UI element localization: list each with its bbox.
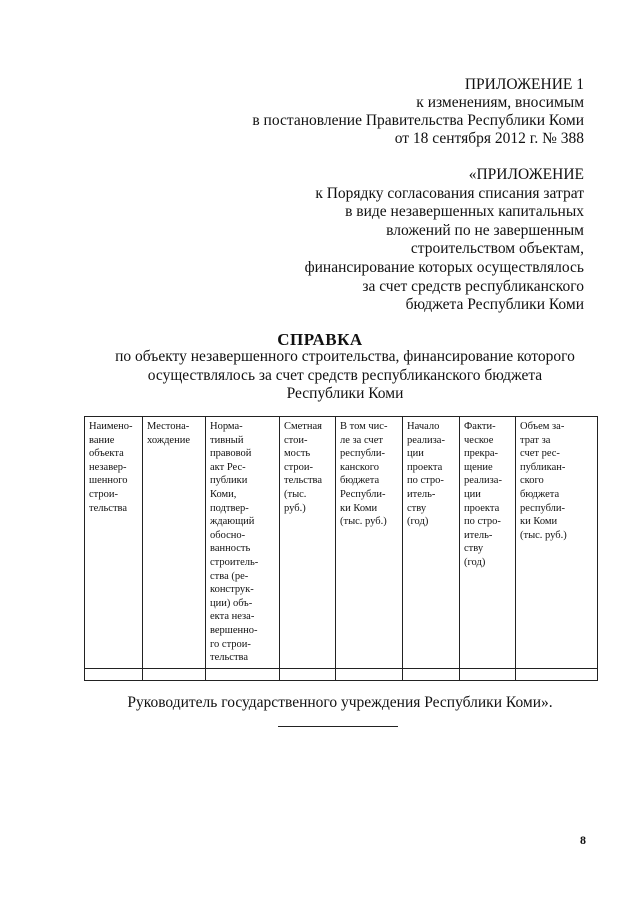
header-line: шенного bbox=[89, 475, 128, 487]
header-line: ству bbox=[407, 502, 427, 514]
header-line: трат за bbox=[520, 434, 551, 446]
header-line: ции) объ- bbox=[210, 597, 253, 609]
header-line: реализа- bbox=[464, 475, 502, 487]
header-line: го строи- bbox=[210, 638, 251, 650]
annex-2-line: строительством объектам, bbox=[410, 240, 584, 258]
header-line: бюджета bbox=[520, 488, 560, 500]
table-row bbox=[85, 668, 598, 680]
header-start-year bbox=[403, 417, 460, 669]
table-cell bbox=[143, 668, 206, 680]
header-line: (тыс. руб.) bbox=[520, 529, 567, 541]
subtitle-line: осуществлялось за счет средств республиканского бюджета bbox=[147, 366, 543, 384]
header-line: (год) bbox=[407, 516, 429, 528]
annex-1-header bbox=[252, 76, 584, 148]
header-location bbox=[143, 417, 206, 669]
header-line: вание bbox=[89, 434, 115, 446]
header-estimated-cost bbox=[280, 417, 336, 669]
header-line: счет рес- bbox=[520, 448, 560, 460]
header-line: ки Коми bbox=[520, 516, 558, 528]
header-line: Объем за- bbox=[520, 421, 565, 432]
annex-2-line: в виде незавершенных капитальных bbox=[345, 203, 584, 221]
header-line: проекта bbox=[464, 502, 500, 514]
header-line: Наимено- bbox=[89, 421, 133, 432]
subtitle-line: Республики Коми bbox=[286, 385, 404, 402]
document-subtitle bbox=[90, 348, 600, 404]
header-line: строи- bbox=[89, 488, 118, 500]
header-expense-volume bbox=[516, 417, 598, 669]
reference-table bbox=[84, 416, 598, 681]
header-line: екта неза- bbox=[210, 611, 255, 623]
header-line: по стро- bbox=[407, 475, 444, 487]
header-line: канского bbox=[340, 461, 379, 473]
header-republic-budget-share bbox=[336, 417, 403, 669]
annex-2-line: к Порядку согласования списания затрат bbox=[315, 184, 584, 202]
header-line: правовой bbox=[210, 448, 252, 460]
header-line: проекта bbox=[407, 461, 443, 473]
header-termination-year bbox=[460, 417, 516, 669]
header-line: реализа- bbox=[407, 434, 445, 446]
header-line: подтвер- bbox=[210, 502, 249, 514]
header-line: тельства bbox=[210, 652, 249, 664]
annex-2-header bbox=[305, 166, 584, 315]
header-line: ству bbox=[464, 543, 484, 555]
header-line: публики bbox=[210, 475, 248, 487]
header-line: руб.) bbox=[284, 502, 306, 514]
header-line: В том чис- bbox=[340, 421, 388, 432]
header-line: строитель- bbox=[210, 556, 259, 568]
header-line: ции bbox=[464, 488, 481, 500]
table-cell bbox=[336, 668, 403, 680]
document-title: СПРАВКА bbox=[277, 330, 363, 349]
header-line: строи- bbox=[284, 461, 313, 473]
header-line: Коми, bbox=[210, 488, 237, 500]
header-object-name bbox=[85, 417, 143, 669]
header-line: ческое bbox=[464, 434, 494, 446]
page-number: 8 bbox=[580, 833, 586, 847]
header-line: Сметная bbox=[284, 421, 323, 432]
header-line: ства (ре- bbox=[210, 570, 249, 582]
header-line: ции bbox=[407, 448, 424, 460]
header-line: итель- bbox=[464, 529, 493, 541]
signature-underline bbox=[278, 726, 398, 727]
header-line: ского bbox=[520, 475, 544, 487]
header-line: обосно- bbox=[210, 529, 246, 541]
header-line: тельства bbox=[284, 475, 323, 487]
header-line: мость bbox=[284, 448, 311, 460]
subtitle-line: по объекту незавершенного строительства, финансирование которого bbox=[115, 348, 575, 365]
header-line: конструк- bbox=[210, 584, 254, 596]
header-line: тивный bbox=[210, 434, 244, 446]
annex-1-line: ПРИЛОЖЕНИЕ 1 bbox=[464, 76, 584, 93]
header-legal-act bbox=[206, 417, 280, 669]
header-line: (тыс. bbox=[284, 488, 307, 500]
annex-1-line: от 18 сентября 2012 г. № 388 bbox=[394, 130, 584, 147]
table-cell bbox=[280, 668, 336, 680]
table-header-row bbox=[85, 417, 598, 669]
header-line: республи- bbox=[340, 448, 385, 460]
annex-2-line: бюджета Республики Коми bbox=[405, 296, 584, 314]
signature-line-text: Руководитель государственного учреждения Республики Коми». bbox=[127, 694, 553, 711]
header-line: Факти- bbox=[464, 421, 496, 432]
header-line: ле за счет bbox=[340, 434, 383, 446]
header-line: итель- bbox=[407, 488, 436, 500]
header-line: (тыс. руб.) bbox=[340, 516, 387, 528]
table-cell bbox=[85, 668, 143, 680]
header-line: тельства bbox=[89, 502, 128, 514]
annex-1-line: к изменениям, вносимым bbox=[416, 94, 584, 111]
header-line: акт Рес- bbox=[210, 461, 246, 473]
header-line: хождение bbox=[147, 434, 190, 446]
table-cell bbox=[460, 668, 516, 680]
header-line: бюджета bbox=[340, 475, 380, 487]
annex-2-line: вложений по не завершенным bbox=[386, 221, 584, 239]
header-line: прекра- bbox=[464, 448, 499, 460]
header-line: Начало bbox=[407, 421, 440, 432]
header-line: Норма- bbox=[210, 421, 243, 432]
header-line: республи- bbox=[520, 502, 565, 514]
header-line: ки Коми bbox=[340, 502, 378, 514]
annex-2-line: «ПРИЛОЖЕНИЕ bbox=[468, 166, 584, 183]
annex-2-line: финансирование которых осуществлялось bbox=[304, 258, 584, 276]
header-line: стои- bbox=[284, 434, 308, 446]
header-line: Республи- bbox=[340, 488, 386, 500]
header-line: (год) bbox=[464, 556, 486, 568]
header-line: вершенно- bbox=[210, 624, 258, 636]
header-line: Местона- bbox=[147, 421, 190, 432]
header-line: публикан- bbox=[520, 461, 566, 473]
table-cell bbox=[403, 668, 460, 680]
table-cell bbox=[206, 668, 280, 680]
annex-1-line: в постановление Правительства Республики Коми bbox=[252, 112, 584, 129]
header-line: щение bbox=[464, 461, 493, 473]
table-cell bbox=[516, 668, 598, 680]
header-line: ванность bbox=[210, 543, 251, 555]
header-line: объекта bbox=[89, 448, 124, 460]
header-line: незавер- bbox=[89, 461, 127, 473]
annex-2-line: за счет средств республиканского bbox=[362, 277, 584, 295]
header-line: ждающий bbox=[210, 516, 255, 528]
header-line: по стро- bbox=[464, 516, 501, 528]
